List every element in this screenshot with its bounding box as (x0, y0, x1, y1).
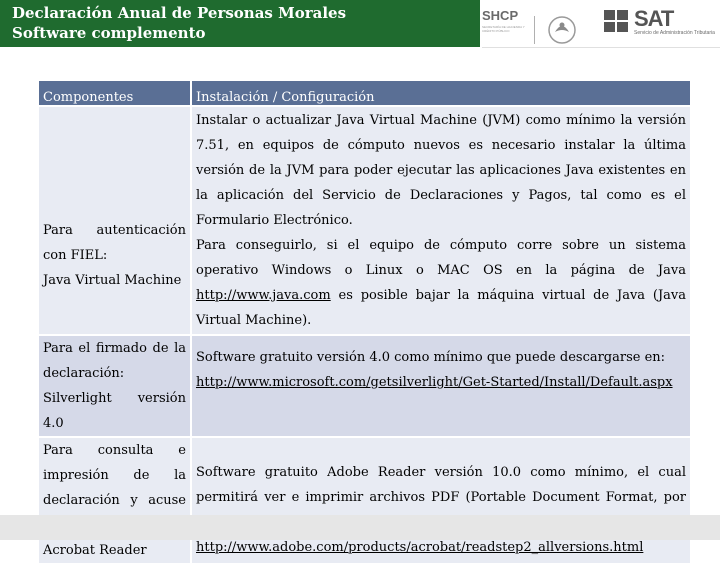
title-line-2: Software complemento (12, 24, 206, 42)
java-description: Instalar o actualizar Java Virtual Machine (JVM) como mínimo la versión 7.51, en equipos de cómputo nuevos es necesario instalar la última versión de la JVM para poder ejecutar las aplicaciones Java existentes en la aplicación del Servicio de Declaraciones y Pagos, tal como es el Formulario Electrónico. (196, 113, 686, 228)
sat-mark-icon (602, 8, 632, 34)
acrobat-link[interactable]: http://www.adobe.com/products/acrobat/readstep2_allversions.html (196, 540, 644, 555)
component-line: Java Virtual Machine (43, 273, 182, 288)
shcp-subtitle: SECRETARÍA DE HACIENDA Y CRÉDITO PÚBLICO (482, 25, 525, 33)
installation-java (192, 107, 690, 334)
text-segment: Para conseguirlo, si el equipo de cómputo corre sobre un sistema operativo Windows o Linux o MAC OS en la página de Java (196, 238, 686, 278)
component-line: Silverlight versión 4.0 (43, 391, 186, 431)
component-line: Para consulta e (43, 443, 186, 458)
logos-area (482, 0, 720, 48)
silverlight-link[interactable]: http://www.microsoft.com/getsilverlight/Get-Started/Install/Default.aspx (196, 375, 673, 390)
header-components: Componentes (39, 81, 190, 105)
table-row (39, 336, 690, 436)
component-java (39, 107, 190, 334)
footer-bar (0, 515, 720, 540)
java-instructions (196, 233, 686, 333)
logo-separator (534, 16, 535, 44)
installation-silverlight (192, 336, 690, 436)
components-table (37, 79, 692, 565)
component-silverlight (39, 336, 190, 436)
component-line: declaración y acuse (43, 493, 186, 508)
sat-logo (602, 8, 718, 42)
title-banner (0, 0, 480, 47)
component-line: Para autenticación (43, 223, 186, 238)
title-line-1: Declaración Anual de Personas Morales (12, 4, 347, 22)
sat-subtitle: Servicio de Administración Tributaria (634, 30, 715, 36)
table-row (39, 438, 690, 563)
component-acrobat (39, 438, 190, 563)
national-emblem-icon (539, 12, 585, 46)
shcp-logo (482, 8, 594, 42)
component-line: Acrobat Reader (43, 543, 147, 558)
header-installation: Instalación / Configuración (192, 81, 690, 105)
sat-label: SAT (634, 6, 674, 31)
java-link[interactable]: http://www.java.com (196, 288, 331, 303)
installation-acrobat (192, 438, 690, 563)
acrobat-description: Software gratuito Adobe Reader versión 10.0 como mínimo, el cual permitirá ver e imprimir archivos PDF (Portable Document Format, por (196, 465, 686, 505)
slide-header (0, 0, 720, 47)
table-header-row (39, 81, 690, 105)
component-line: con FIEL: (43, 248, 108, 263)
component-line: declaración: (43, 366, 125, 381)
silverlight-description: Software gratuito versión 4.0 como mínimo que puede descargarse en: (196, 350, 666, 365)
shcp-label: SHCP (482, 8, 519, 23)
component-line: impresión de la (43, 468, 186, 483)
component-line: Para el firmado de la (43, 341, 186, 356)
table-row (39, 107, 690, 334)
text-segment: es posible bajar la máquina virtual de Java (Java Virtual Machine). (196, 288, 686, 328)
